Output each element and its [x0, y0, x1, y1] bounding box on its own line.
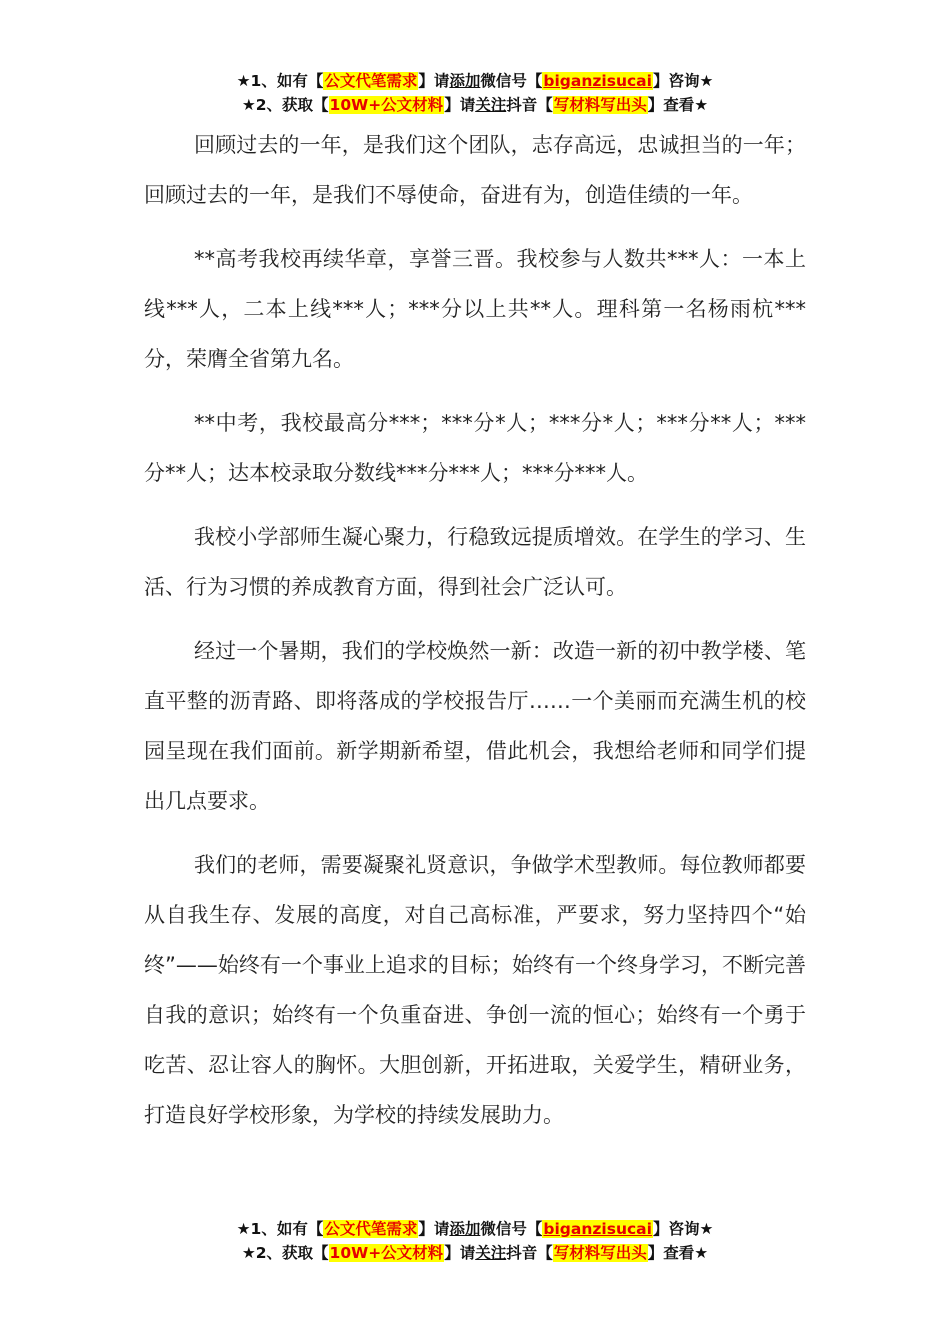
paragraph-gaokao: **高考我校再续华章，享誉三晋。我校参与人数共***人：一本上线***人，二本上线***人；***分以上共**人。理科第一名杨雨杭***分，荣膺全省第九名。 — [144, 247, 806, 371]
banner-2-prefix: ★2、获取【 — [241, 96, 329, 114]
banner-1-highlight-service: 公文代笔需求 — [324, 72, 418, 90]
banner-2-mid-2: 抖音【 — [506, 96, 553, 114]
footer-2-douyin-account: 写材料写出头 — [553, 1244, 647, 1262]
banner-2-mid: 】请 — [444, 96, 476, 114]
banner-1-underlined: 添加 — [449, 72, 481, 90]
paragraph-new-campus: 经过一个暑期，我们的学校焕然一新：改造一新的初中教学楼、笔直平整的沥青路、即将落成的学校报告厅……一个美丽而充满生机的校园呈现在我们面前。新学期新希望，借此机会，我想给老师和同学们提出几点要求。 — [144, 639, 806, 813]
footer-1-underlined: 添加 — [449, 1220, 481, 1238]
banner-1-mid-2: 微信号【 — [480, 72, 543, 90]
footer-banner — [0, 1217, 950, 1265]
footer-2-suffix: 】查看★ — [647, 1244, 709, 1262]
footer-banner-line-2 — [0, 1241, 950, 1265]
header-banner — [0, 69, 950, 117]
banner-2-suffix: 】查看★ — [647, 96, 709, 114]
footer-1-suffix: 】咨询★ — [652, 1220, 714, 1238]
banner-1-prefix: ★1、如有【 — [236, 72, 324, 90]
footer-1-mid: 】请 — [418, 1220, 450, 1238]
footer-1-highlight-service: 公文代笔需求 — [324, 1220, 418, 1238]
banner-line-1 — [0, 69, 950, 93]
banner-1-suffix: 】咨询★ — [652, 72, 714, 90]
banner-line-2 — [0, 93, 950, 117]
document-body — [144, 120, 806, 1154]
paragraph-primary-school: 我校小学部师生凝心聚力，行稳致远提质增效。在学生的学习、生活、行为习惯的养成教育方面，得到社会广泛认可。 — [144, 525, 806, 599]
footer-1-prefix: ★1、如有【 — [236, 1220, 324, 1238]
footer-banner-line-1 — [0, 1217, 950, 1241]
paragraph-review: 回顾过去的一年，是我们这个团队，志存高远，忠诚担当的一年；回顾过去的一年，是我们不辱使命，奋进有为，创造佳绩的一年。 — [144, 133, 806, 207]
paragraph-zhongkao: **中考，我校最高分***；***分*人；***分*人；***分**人；***分**人；达本校录取分数线***分***人；***分***人。 — [144, 411, 806, 485]
banner-1-wechat-id[interactable]: biganzisucai — [543, 72, 652, 90]
banner-2-underlined: 关注 — [475, 96, 507, 114]
footer-1-wechat-id[interactable]: biganzisucai — [543, 1220, 652, 1238]
banner-2-douyin-account: 写材料写出头 — [553, 96, 647, 114]
banner-1-mid: 】请 — [418, 72, 450, 90]
footer-2-highlight-materials: 10W+公文材料 — [329, 1244, 444, 1262]
footer-1-mid-2: 微信号【 — [480, 1220, 543, 1238]
banner-2-highlight-materials: 10W+公文材料 — [329, 96, 444, 114]
paragraph-teachers: 我们的老师，需要凝聚礼贤意识，争做学术型教师。每位教师都要从自我生存、发展的高度，对自己高标准，严要求，努力坚持四个“始终”——始终有一个事业上追求的目标；始终有一个终身学习，不断完善自我的意识；始终有一个负重奋进、争创一流的恒心；始终有一个勇于吃苦、忍让容人的胸怀。大胆创新，开拓进取，关爱学生，精研业务，打造良好学校形象，为学校的持续发展助力。 — [144, 853, 806, 1127]
footer-2-underlined: 关注 — [475, 1244, 507, 1262]
footer-2-mid: 】请 — [444, 1244, 476, 1262]
footer-2-mid-2: 抖音【 — [506, 1244, 553, 1262]
footer-2-prefix: ★2、获取【 — [241, 1244, 329, 1262]
